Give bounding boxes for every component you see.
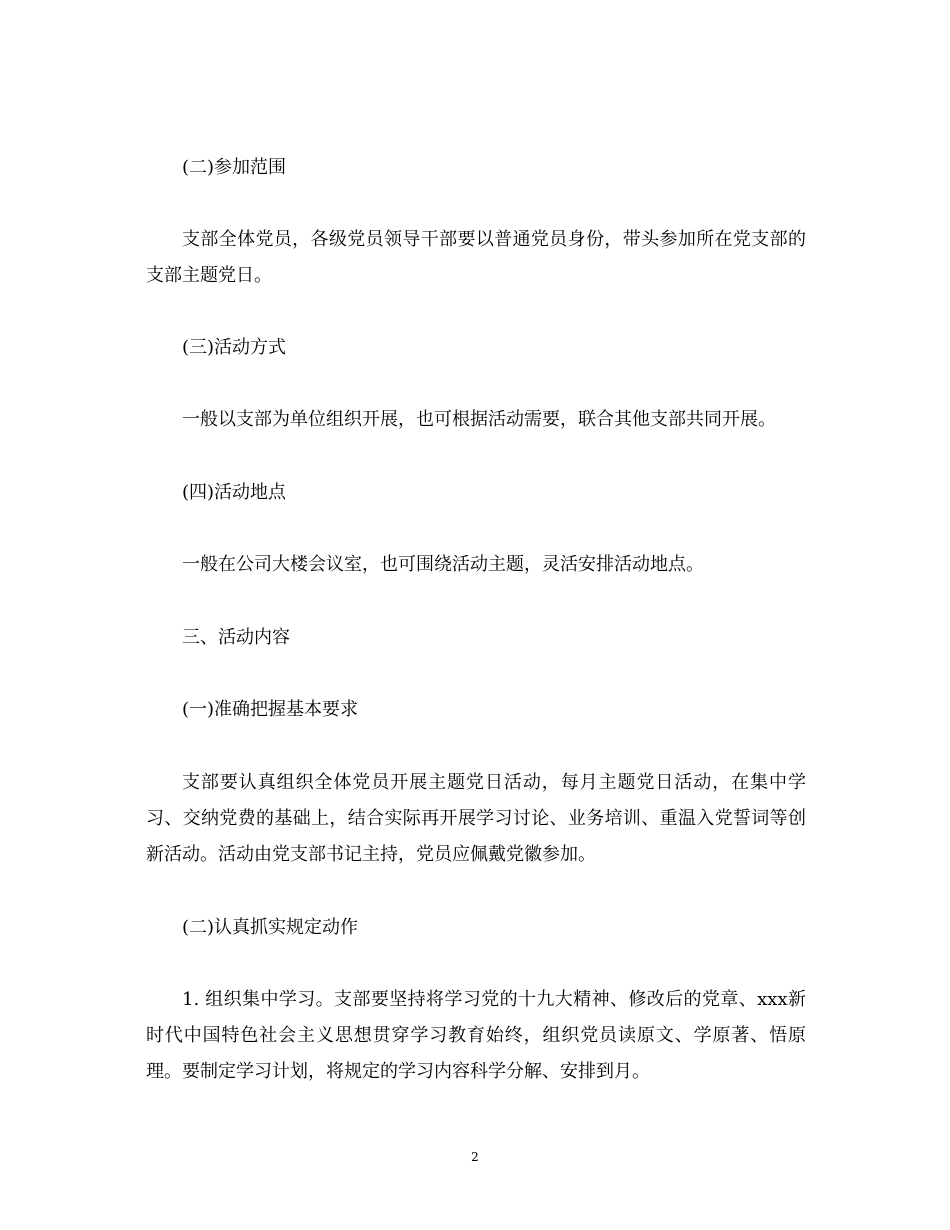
paragraph: 一般在公司大楼会议室，也可围绕活动主题，灵活安排活动地点。 [182, 554, 704, 575]
section-heading: (二)参加范围 [182, 157, 287, 178]
section-heading: (二)认真抓实规定动作 [182, 917, 359, 938]
paragraph: 支部全体党员，各级党员领导干部要以普通党员身份，带头参加所在党支部的支部主题党日。 [146, 229, 806, 286]
section-heading: (四)活动地点 [182, 482, 287, 503]
paragraph: 1. 组织集中学习。支部要坚持将学习党的十九大精神、修改后的党章、xxx新时代中国特色社会主义思想贯穿学习教育始终，组织党员读原文、学原著、悟原理。要制定学习计划，将规定的学习内容科学分解、安排到月。 [146, 989, 806, 1082]
paragraph: 支部要认真组织全体党员开展主题党日活动，每月主题党日活动，在集中学习、交纳党费的基础上，结合实际再开展学习讨论、业务培训、重温入党誓词等创新活动。活动由党支部书记主持，党员应佩戴党徽参加。 [146, 772, 806, 865]
paragraph: 一般以支部为单位组织开展，也可根据活动需要，联合其他支部共同开展。 [182, 409, 776, 430]
section-heading: 三、活动内容 [182, 627, 290, 648]
page-number: 2 [471, 1150, 479, 1164]
section-heading: (一)准确把握基本要求 [182, 699, 359, 720]
section-heading: (三)活动方式 [182, 337, 287, 358]
